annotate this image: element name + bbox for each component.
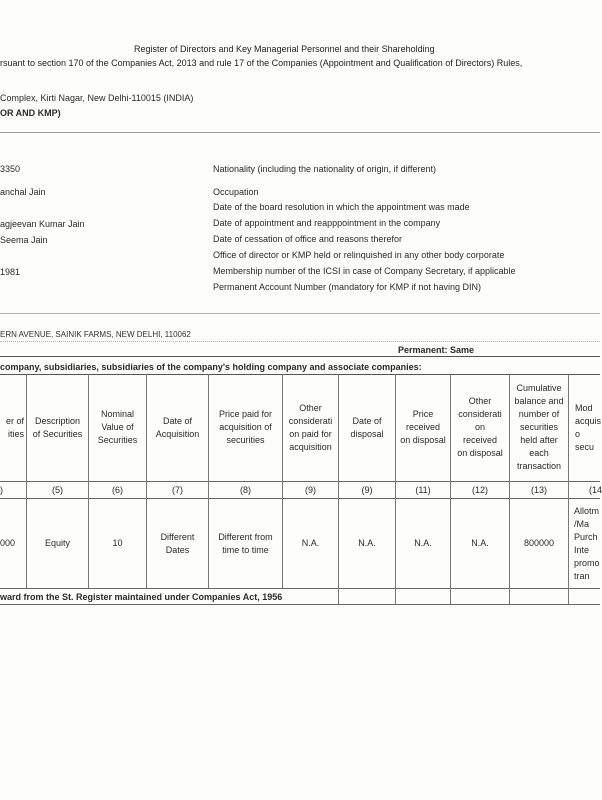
column-header: Price received on disposal	[400, 409, 446, 445]
dotted-rule	[0, 341, 600, 342]
column-number: (11)	[415, 484, 431, 495]
table-cell: Different Dates	[160, 531, 195, 555]
column-header: Cumulative balance and number of securities held after each transaction	[514, 383, 564, 471]
column-number: (8)	[240, 484, 251, 495]
column-header: er of ities	[5, 415, 24, 439]
company-address: Complex, Kirti Nagar, New Delhi-110015 (INDIA)	[0, 93, 194, 103]
section-heading: OR AND KMP)	[0, 108, 61, 118]
column-header: Other considerati on paid for acquisition	[288, 402, 333, 452]
table-cell: 10	[112, 538, 123, 548]
table-cell: N.A.	[471, 538, 489, 548]
register-title: Register of Directors and Key Managerial Personnel and their Shareholding	[134, 44, 435, 54]
column-number: (13)	[530, 484, 547, 495]
detail-label: Office of director or KMP held or relinquished in any other body corporate	[213, 250, 505, 260]
table-cell: N.A.	[358, 538, 376, 548]
table-cell: 000	[0, 538, 16, 548]
detail-label: Date of appointment and reapppointment in the company	[213, 218, 441, 228]
table-caption: company, subsidiaries, subsidiaries of the company's holding company and associate companies:	[0, 362, 422, 372]
column-number: (5)	[52, 484, 63, 495]
table-footer-note: ward from the St. Register maintained under Companies Act, 1956	[0, 592, 283, 602]
column-header: Date of Acquisition	[155, 415, 200, 439]
table-cell: N.A.	[301, 538, 320, 548]
details-divider	[0, 313, 600, 314]
detail-label: Permanent Account Number (mandatory for KMP if not having DIN)	[213, 282, 481, 292]
table-cell: Allotm /Ma Purch Inte promo tran	[574, 505, 600, 581]
column-header: Nominal Value of Securities	[97, 409, 138, 445]
column-number: (9)	[361, 484, 373, 495]
detail-value: anchal Jain	[0, 187, 46, 197]
column-header: Description of Securities	[32, 415, 83, 439]
column-header: Price paid for acquisition of securities	[218, 409, 273, 445]
detail-value: 3350	[0, 164, 21, 174]
detail-label: Date of the board resolution in which the appointment was made	[213, 202, 470, 212]
table-cell: 800000	[523, 538, 555, 548]
table-cell: N.A.	[414, 538, 432, 548]
detail-label: Occupation	[213, 187, 259, 197]
column-number: (12)	[471, 484, 488, 495]
column-header: Other considerati on received on disposal	[457, 396, 503, 458]
column-number: (9)	[305, 484, 316, 495]
detail-value: 1981	[0, 267, 21, 277]
permanent-address: Permanent: Same	[398, 345, 475, 355]
table-cell: Equity	[44, 538, 70, 548]
column-number: (14	[589, 484, 602, 495]
table-cell: Different from time to time	[218, 531, 273, 555]
detail-value: Seema Jain	[0, 235, 48, 245]
register-subtitle: rsuant to section 170 of the Companies Act, 2013 and rule 17 of the Companies (Appointment and Qualification of Directors) Rules,	[0, 58, 523, 68]
column-number: (6)	[112, 484, 123, 495]
residential-address: ERN AVENUE, SAINIK FARMS, NEW DELHI, 110062	[0, 330, 191, 339]
section-divider	[0, 132, 600, 133]
column-number: )	[0, 484, 3, 495]
detail-label: Nationality (including the nationality of origin, if different)	[213, 164, 436, 174]
column-header: Mod acquis o secu	[575, 402, 602, 452]
detail-label: Membership number of the ICSI in case of Company Secretary, if applicable	[213, 266, 516, 276]
column-header: Date of disposal	[350, 415, 384, 439]
detail-label: Date of cessation of office and reasons therefor	[213, 234, 402, 244]
column-number: (7)	[172, 484, 183, 495]
detail-value: agjeevan Kumar Jain	[0, 219, 85, 229]
